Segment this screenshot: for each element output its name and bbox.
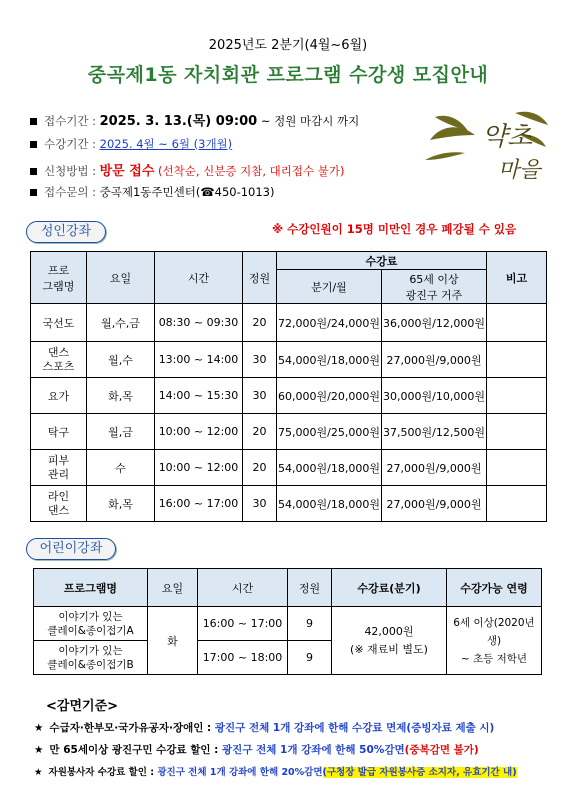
table-row: [31, 304, 547, 342]
cell-senior-fee: 27,000원/9,000원: [382, 486, 487, 522]
th-age: 수강가능 연령: [447, 569, 542, 607]
th-day: 요일: [87, 252, 155, 304]
th-capacity: 정원: [288, 569, 332, 607]
cell-time: 10:00 ~ 12:00: [155, 414, 243, 450]
table-row: [31, 378, 547, 414]
th-fee-quarter: 분기/월: [277, 270, 382, 304]
info-method: [30, 160, 344, 179]
cell-capacity: 20: [243, 450, 277, 486]
cell-capacity: 30: [243, 342, 277, 378]
cell-time: 14:00 ~ 15:30: [155, 378, 243, 414]
course-value: 2025. 4월 ~ 6월 (3개월): [99, 137, 233, 151]
cell-day: 화,목: [87, 378, 155, 414]
method-value: 방문 접수: [99, 164, 155, 179]
cell-day: 화,목: [87, 486, 155, 522]
cell-name: 이야기가 있는 클레이&종이접기B: [34, 641, 148, 675]
method-note: (선착순, 신분증 지참, 대리접수 불가): [158, 164, 345, 178]
table-row: [31, 486, 547, 522]
rule-highlight: (중복감면 불가): [404, 744, 479, 756]
cell-capacity: 30: [243, 378, 277, 414]
cell-capacity: 20: [243, 304, 277, 342]
logo-text-top: 약초: [482, 122, 533, 152]
cell-day: 월,수: [87, 342, 155, 378]
cell-time: 16:00 ~ 17:00: [198, 607, 288, 641]
cell-capacity: 30: [243, 486, 277, 522]
cell-note: [487, 342, 547, 378]
table-row: [31, 414, 547, 450]
cell-capacity: 9: [288, 641, 332, 675]
cell-time: 10:00 ~ 12:00: [155, 450, 243, 486]
logo-text-bottom: 마을: [498, 158, 541, 183]
rule-item: [34, 764, 517, 778]
cell-name: 국선도: [31, 304, 87, 342]
rule-item: [34, 742, 479, 757]
rules-title: <감면기준>: [46, 699, 119, 714]
th-time: 시간: [155, 252, 243, 304]
cell-day: 월,금: [87, 414, 155, 450]
rule-highlight: (구청장 발급 자원봉사증 소지자, 유효기간 내): [322, 767, 517, 778]
th-note: 비고: [487, 252, 547, 304]
course-label: 수강기간 :: [44, 137, 96, 151]
cell-fee: 54,000원/18,000원: [277, 450, 382, 486]
info-period: [30, 110, 359, 129]
kids-section-pill: 어린이강좌: [26, 538, 116, 560]
bullet-square-icon: [30, 118, 37, 125]
adult-course-table: [30, 251, 547, 522]
cell-senior-fee: 30,000원/10,000원: [382, 378, 487, 414]
cell-time: 16:00 ~ 17:00: [155, 486, 243, 522]
cell-day: 수: [87, 450, 155, 486]
cell-fee: 60,000원/20,000원: [277, 378, 382, 414]
cell-name: 댄스 스포츠: [31, 342, 87, 378]
cell-day: 화: [148, 607, 198, 675]
cell-fee: 75,000원/25,000원: [277, 414, 382, 450]
cell-note: [487, 486, 547, 522]
cell-name: 피부 관리: [31, 450, 87, 486]
rule-label: 자원봉사자 수강료 할인 :: [48, 767, 155, 778]
rule-label: 만 65세이상 광진구민 수강료 할인 :: [49, 744, 219, 756]
adult-section-pill: 성인강좌: [26, 221, 106, 243]
rule-text: 광진구 전체 1개 강좌에 한해 50%감면: [222, 744, 405, 756]
cell-capacity: 9: [288, 607, 332, 641]
cell-day: 월,수,금: [87, 304, 155, 342]
info-contact: [30, 184, 274, 200]
rule-text: 광진구 전체 1개 강좌에 한해 20%감면: [157, 767, 323, 778]
cell-name: 이야기가 있는 클레이&종이접기A: [34, 607, 148, 641]
table-row: [34, 607, 542, 641]
cell-senior-fee: 37,500원/12,500원: [382, 414, 487, 450]
cell-name: 라인 댄스: [31, 486, 87, 522]
cell-note: [487, 378, 547, 414]
th-fee: 수강료: [277, 252, 487, 270]
th-fee: 수강료(분기): [332, 569, 447, 607]
table-row: [31, 450, 547, 486]
th-program: 프로 그램명: [31, 252, 87, 304]
cell-fee: 54,000원/18,000원: [277, 486, 382, 522]
cell-age: 6세 이상(2020년생) ~ 초등 저학년: [447, 607, 542, 675]
th-fee-senior: 65세 이상 광진구 거주: [382, 270, 487, 304]
cell-time: 13:00 ~ 14:00: [155, 342, 243, 378]
info-course: [30, 136, 232, 152]
page-subtitle: 2025년도 2분기(4월~6월): [208, 38, 368, 53]
cell-time: 08:30 ~ 09:30: [155, 304, 243, 342]
star-bullet-icon: ★: [34, 722, 44, 734]
cell-note: [487, 304, 547, 342]
cell-note: [487, 414, 547, 450]
period-suffix: ~ 정원 마감시 까지: [260, 114, 360, 128]
period-value: 2025. 3. 13.(목) 09:00: [99, 114, 258, 129]
herb-village-logo: [420, 105, 550, 185]
method-label: 신청방법 :: [44, 164, 96, 178]
adult-notice: ※ 수강인원이 15명 미만인 경우 폐강될 수 있음: [272, 222, 517, 236]
bullet-square-icon: [30, 189, 37, 196]
star-bullet-icon: ★: [34, 744, 44, 756]
cell-name: 탁구: [31, 414, 87, 450]
star-bullet-icon: ★: [34, 767, 43, 778]
cell-senior-fee: 36,000원/12,000원: [382, 304, 487, 342]
cell-time: 17:00 ~ 18:00: [198, 641, 288, 675]
cell-fee: 72,000원/24,000원: [277, 304, 382, 342]
contact-label: 접수문의 :: [44, 185, 96, 199]
th-day: 요일: [148, 569, 198, 607]
cell-fee: 54,000원/18,000원: [277, 342, 382, 378]
cell-name: 요가: [31, 378, 87, 414]
cell-note: [487, 450, 547, 486]
period-label: 접수기간 :: [44, 114, 96, 128]
cell-senior-fee: 27,000원/9,000원: [382, 450, 487, 486]
th-time: 시간: [198, 569, 288, 607]
th-capacity: 정원: [243, 252, 277, 304]
rule-label: 수급자·한부모·국가유공자·장애인 :: [49, 722, 212, 734]
th-program: 프로그램명: [34, 569, 148, 607]
cell-fee: 42,000원 (※ 재료비 별도): [332, 607, 447, 675]
page-title: 중곡제1동 자치회관 프로그램 수강생 모집안내: [87, 64, 489, 86]
rule-text: 광진구 전체 1개 강좌에 한해 수강료 면제(증빙자료 제출 시): [214, 722, 495, 734]
bullet-square-icon: [30, 141, 37, 148]
cell-senior-fee: 27,000원/9,000원: [382, 342, 487, 378]
cell-capacity: 20: [243, 414, 277, 450]
rule-item: [34, 720, 494, 735]
bullet-square-icon: [30, 168, 37, 175]
kids-course-table: [33, 568, 542, 675]
contact-value: 중곡제1동주민센터(☎450-1013): [99, 185, 275, 199]
table-row: [31, 342, 547, 378]
